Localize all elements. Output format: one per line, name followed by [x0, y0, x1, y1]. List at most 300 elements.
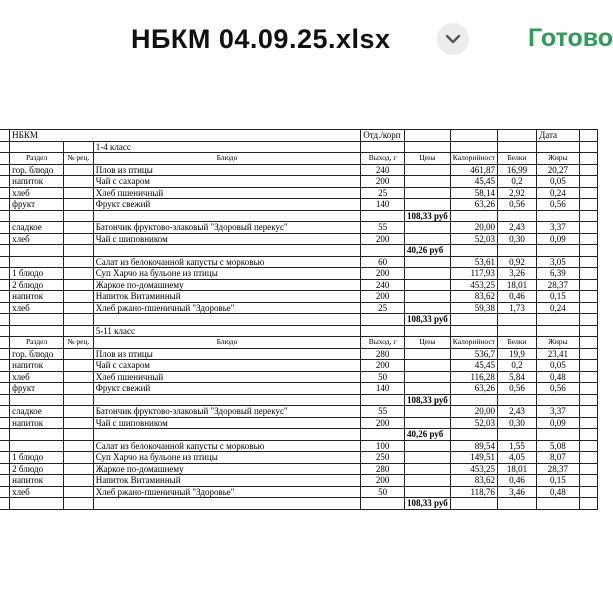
dish-cell[interactable]: Хлеб ржано-пшеничный "Здоровье" — [93, 486, 360, 498]
table-cell[interactable] — [64, 245, 94, 257]
table-cell[interactable] — [579, 176, 597, 188]
table-cell[interactable] — [537, 429, 580, 441]
calories-cell[interactable]: 45,45 — [450, 176, 497, 188]
table-cell[interactable] — [93, 210, 360, 222]
yield-cell[interactable]: 200 — [361, 176, 405, 188]
protein-cell[interactable]: 3,46 — [497, 486, 536, 498]
protein-cell[interactable]: 0,2 — [497, 176, 536, 188]
section-cell[interactable]: гор. блюдо — [10, 164, 64, 176]
column-header[interactable]: № рец. — [64, 153, 94, 165]
table-cell[interactable] — [405, 463, 451, 475]
calories-cell[interactable]: 117,93 — [450, 268, 497, 280]
table-cell[interactable] — [10, 429, 64, 441]
table-cell[interactable] — [0, 394, 10, 406]
table-cell[interactable] — [405, 325, 451, 337]
protein-cell[interactable]: 2,43 — [497, 222, 536, 234]
table-cell[interactable] — [579, 279, 597, 291]
section-cell[interactable]: хлеб — [10, 187, 64, 199]
org-cell[interactable]: НБКМ — [10, 130, 361, 142]
table-cell[interactable] — [64, 463, 94, 475]
table-cell[interactable] — [579, 245, 597, 257]
dish-cell[interactable]: Плов из птицы — [93, 348, 360, 360]
table-cell[interactable] — [64, 360, 94, 372]
table-cell[interactable] — [64, 383, 94, 395]
table-cell[interactable] — [0, 348, 10, 360]
table-cell[interactable] — [579, 337, 597, 349]
table-cell[interactable] — [537, 394, 580, 406]
table-cell[interactable] — [0, 498, 10, 510]
table-cell[interactable] — [450, 141, 497, 153]
calories-cell[interactable]: 52,03 — [450, 233, 497, 245]
table-cell[interactable] — [579, 291, 597, 303]
table-cell[interactable] — [10, 210, 64, 222]
table-cell[interactable] — [10, 245, 64, 257]
table-cell[interactable] — [10, 325, 64, 337]
spreadsheet-view[interactable] — [0, 78, 600, 600]
table-cell[interactable] — [0, 164, 10, 176]
fat-cell[interactable]: 5,08 — [537, 440, 580, 452]
table-cell[interactable] — [497, 314, 536, 326]
table-cell[interactable] — [537, 210, 580, 222]
column-header[interactable]: Раздел — [10, 337, 64, 349]
table-cell[interactable] — [405, 440, 451, 452]
table-cell[interactable] — [361, 429, 405, 441]
table-cell[interactable] — [64, 256, 94, 268]
dish-cell[interactable]: Чай с шиповником — [93, 233, 360, 245]
table-cell[interactable] — [0, 302, 10, 314]
table-cell[interactable] — [579, 187, 597, 199]
yield-cell[interactable]: 50 — [361, 486, 405, 498]
column-header[interactable]: Жиры — [537, 153, 580, 165]
table-cell[interactable] — [405, 141, 451, 153]
section-cell[interactable]: хлеб — [10, 486, 64, 498]
section-cell[interactable]: напиток — [10, 360, 64, 372]
protein-cell[interactable]: 0,56 — [497, 383, 536, 395]
table-cell[interactable] — [0, 325, 10, 337]
table-cell[interactable] — [64, 325, 94, 337]
calories-cell[interactable]: 149,51 — [450, 452, 497, 464]
table-cell[interactable] — [64, 486, 94, 498]
table-cell[interactable] — [93, 394, 360, 406]
fat-cell[interactable]: 0,05 — [537, 176, 580, 188]
table-cell[interactable] — [405, 302, 451, 314]
table-cell[interactable] — [0, 187, 10, 199]
yield-cell[interactable]: 200 — [361, 417, 405, 429]
calories-cell[interactable]: 89,54 — [450, 440, 497, 452]
table-cell[interactable] — [405, 452, 451, 464]
table-cell[interactable] — [405, 406, 451, 418]
table-cell[interactable] — [0, 245, 10, 257]
fat-cell[interactable]: 0,15 — [537, 475, 580, 487]
dish-cell[interactable]: Фрукт свежий — [93, 383, 360, 395]
table-cell[interactable] — [64, 279, 94, 291]
fat-cell[interactable]: 6,39 — [537, 268, 580, 280]
dish-cell[interactable]: Напиток Витаминный — [93, 291, 360, 303]
table-cell[interactable] — [537, 245, 580, 257]
table-cell[interactable] — [579, 463, 597, 475]
table-cell[interactable] — [93, 314, 360, 326]
fat-cell[interactable]: 0,09 — [537, 233, 580, 245]
section-cell[interactable]: напиток — [10, 475, 64, 487]
dish-cell[interactable]: Хлеб пшеничный — [93, 371, 360, 383]
table-cell[interactable] — [579, 383, 597, 395]
protein-cell[interactable]: 3,26 — [497, 268, 536, 280]
column-header[interactable]: Белки — [497, 337, 536, 349]
yield-cell[interactable]: 280 — [361, 348, 405, 360]
table-cell[interactable] — [361, 498, 405, 510]
table-cell[interactable] — [537, 498, 580, 510]
dish-cell[interactable]: Суп Харчо на бульоне из птицы — [93, 452, 360, 464]
table-cell[interactable] — [450, 394, 497, 406]
calories-cell[interactable]: 536,7 — [450, 348, 497, 360]
table-cell[interactable] — [579, 314, 597, 326]
protein-cell[interactable]: 16,99 — [497, 164, 536, 176]
table-cell[interactable] — [361, 394, 405, 406]
table-cell[interactable] — [537, 314, 580, 326]
table-cell[interactable] — [579, 371, 597, 383]
protein-cell[interactable]: 2,92 — [497, 187, 536, 199]
table-cell[interactable] — [450, 210, 497, 222]
section-cell[interactable]: напиток — [10, 291, 64, 303]
calories-cell[interactable]: 453,25 — [450, 279, 497, 291]
calories-cell[interactable]: 116,28 — [450, 371, 497, 383]
table-cell[interactable] — [579, 233, 597, 245]
table-cell[interactable] — [497, 141, 536, 153]
dish-cell[interactable]: Хлеб пшеничный — [93, 187, 360, 199]
table-cell[interactable] — [93, 498, 360, 510]
table-cell[interactable] — [579, 153, 597, 165]
fat-cell[interactable]: 0,09 — [537, 417, 580, 429]
table-cell[interactable] — [405, 486, 451, 498]
table-cell[interactable] — [0, 337, 10, 349]
table-cell[interactable] — [10, 141, 64, 153]
table-cell[interactable] — [405, 383, 451, 395]
table-cell[interactable] — [405, 256, 451, 268]
dish-cell[interactable]: Чай с шиповником — [93, 417, 360, 429]
table-cell[interactable] — [64, 371, 94, 383]
table-cell[interactable] — [64, 475, 94, 487]
table-cell[interactable] — [0, 440, 10, 452]
protein-cell[interactable]: 0,30 — [497, 417, 536, 429]
fat-cell[interactable]: 0,05 — [537, 360, 580, 372]
table-cell[interactable] — [579, 164, 597, 176]
fat-cell[interactable]: 0,48 — [537, 486, 580, 498]
table-cell[interactable] — [64, 348, 94, 360]
yield-cell[interactable]: 140 — [361, 199, 405, 211]
fat-cell[interactable]: 28,37 — [537, 279, 580, 291]
table-cell[interactable] — [64, 187, 94, 199]
table-cell[interactable] — [0, 314, 10, 326]
calories-cell[interactable]: 20,00 — [450, 406, 497, 418]
table-cell[interactable] — [579, 199, 597, 211]
fat-cell[interactable]: 8,07 — [537, 452, 580, 464]
fat-cell[interactable]: 3,37 — [537, 222, 580, 234]
table-cell[interactable] — [0, 222, 10, 234]
calories-cell[interactable]: 53,61 — [450, 256, 497, 268]
table-cell[interactable] — [0, 486, 10, 498]
dish-cell[interactable]: Жаркое по-домашнему — [93, 279, 360, 291]
table-cell[interactable] — [64, 302, 94, 314]
class-label-cell[interactable]: 5-11 класс — [93, 325, 360, 337]
table-cell[interactable] — [64, 210, 94, 222]
table-cell[interactable] — [0, 153, 10, 165]
fat-cell[interactable]: 3,37 — [537, 406, 580, 418]
table-cell[interactable] — [579, 302, 597, 314]
table-cell[interactable] — [10, 498, 64, 510]
table-cell[interactable] — [450, 130, 497, 142]
protein-cell[interactable]: 0,46 — [497, 475, 536, 487]
section-cell[interactable]: гор. блюдо — [10, 348, 64, 360]
table-cell[interactable] — [93, 245, 360, 257]
table-cell[interactable] — [579, 268, 597, 280]
yield-cell[interactable]: 140 — [361, 383, 405, 395]
table-cell[interactable] — [0, 475, 10, 487]
fat-cell[interactable]: 28,37 — [537, 463, 580, 475]
table-cell[interactable] — [0, 141, 10, 153]
yield-cell[interactable]: 25 — [361, 187, 405, 199]
table-cell[interactable] — [0, 383, 10, 395]
dish-cell[interactable]: Суп Харчо на бульоне из птицы — [93, 268, 360, 280]
table-cell[interactable] — [64, 498, 94, 510]
calories-cell[interactable]: 59,38 — [450, 302, 497, 314]
calories-cell[interactable]: 453,25 — [450, 463, 497, 475]
table-cell[interactable] — [579, 429, 597, 441]
calories-cell[interactable]: 63,26 — [450, 199, 497, 211]
fat-cell[interactable]: 0,56 — [537, 199, 580, 211]
calories-cell[interactable]: 63,26 — [450, 383, 497, 395]
protein-cell[interactable]: 18,01 — [497, 279, 536, 291]
dish-cell[interactable]: Батончик фруктово-злаковый "Здоровый перекус" — [93, 406, 360, 418]
protein-cell[interactable]: 0,46 — [497, 291, 536, 303]
table-cell[interactable] — [579, 452, 597, 464]
table-cell[interactable] — [361, 141, 405, 153]
table-cell[interactable] — [497, 245, 536, 257]
table-cell[interactable] — [361, 210, 405, 222]
dept-label-cell[interactable]: Отд./корп — [361, 130, 405, 142]
table-cell[interactable] — [0, 406, 10, 418]
table-cell[interactable] — [497, 130, 536, 142]
table-cell[interactable] — [497, 325, 536, 337]
column-header[interactable]: Выход, г — [361, 153, 405, 165]
yield-cell[interactable]: 200 — [361, 475, 405, 487]
protein-cell[interactable]: 0,2 — [497, 360, 536, 372]
table-cell[interactable] — [579, 475, 597, 487]
table-cell[interactable] — [64, 440, 94, 452]
table-cell[interactable] — [64, 452, 94, 464]
table-cell[interactable] — [361, 245, 405, 257]
fat-cell[interactable]: 0,48 — [537, 371, 580, 383]
fat-cell[interactable]: 20,27 — [537, 164, 580, 176]
yield-cell[interactable]: 200 — [361, 360, 405, 372]
table-cell[interactable] — [579, 417, 597, 429]
fat-cell[interactable]: 0,56 — [537, 383, 580, 395]
price-total-cell[interactable]: 108,33 руб — [405, 394, 451, 406]
section-cell[interactable]: фрукт — [10, 383, 64, 395]
table-cell[interactable] — [405, 360, 451, 372]
table-cell[interactable] — [579, 130, 597, 142]
table-cell[interactable] — [405, 222, 451, 234]
table-cell[interactable] — [537, 325, 580, 337]
table-cell[interactable] — [450, 314, 497, 326]
section-cell[interactable]: хлеб — [10, 371, 64, 383]
dish-cell[interactable]: Батончик фруктово-злаковый "Здоровый перекус" — [93, 222, 360, 234]
column-header[interactable]: Калорийност — [450, 153, 497, 165]
table-cell[interactable] — [0, 417, 10, 429]
table-cell[interactable] — [10, 314, 64, 326]
dish-cell[interactable]: Напиток Витаминный — [93, 475, 360, 487]
calories-cell[interactable]: 118,76 — [450, 486, 497, 498]
table-cell[interactable] — [579, 394, 597, 406]
price-total-cell[interactable]: 108,33 руб — [405, 210, 451, 222]
table-cell[interactable] — [64, 199, 94, 211]
table-cell[interactable] — [64, 268, 94, 280]
fat-cell[interactable]: 0,24 — [537, 187, 580, 199]
table-cell[interactable] — [361, 314, 405, 326]
table-cell[interactable] — [497, 210, 536, 222]
calories-cell[interactable]: 58,14 — [450, 187, 497, 199]
table-cell[interactable] — [93, 429, 360, 441]
table-cell[interactable] — [497, 429, 536, 441]
dish-cell[interactable]: Жаркое по-домашнему — [93, 463, 360, 475]
section-cell[interactable]: сладкое — [10, 406, 64, 418]
table-cell[interactable] — [0, 199, 10, 211]
table-cell[interactable] — [64, 222, 94, 234]
fat-cell[interactable]: 0,24 — [537, 302, 580, 314]
column-header[interactable]: Раздел — [10, 153, 64, 165]
file-title[interactable]: НБКМ 04.09.25.xlsx — [131, 24, 391, 54]
protein-cell[interactable]: 4,05 — [497, 452, 536, 464]
column-header[interactable]: Жиры — [537, 337, 580, 349]
table-cell[interactable] — [579, 222, 597, 234]
column-header[interactable]: Блюдо — [93, 153, 360, 165]
price-total-cell[interactable]: 40,26 руб — [405, 245, 451, 257]
table-cell[interactable] — [0, 268, 10, 280]
protein-cell[interactable]: 0,30 — [497, 233, 536, 245]
table-cell[interactable] — [0, 279, 10, 291]
column-header[interactable]: Калорийност — [450, 337, 497, 349]
section-cell[interactable]: 1 блюдо — [10, 452, 64, 464]
table-cell[interactable] — [0, 463, 10, 475]
table-cell[interactable] — [64, 314, 94, 326]
calories-cell[interactable]: 461,87 — [450, 164, 497, 176]
yield-cell[interactable]: 55 — [361, 406, 405, 418]
table-cell[interactable] — [0, 130, 10, 142]
table-cell[interactable] — [405, 279, 451, 291]
price-total-cell[interactable]: 40,26 руб — [405, 429, 451, 441]
dish-cell[interactable]: Фрукт свежий — [93, 199, 360, 211]
yield-cell[interactable]: 240 — [361, 164, 405, 176]
column-header[interactable]: № рец. — [64, 337, 94, 349]
table-cell[interactable] — [405, 417, 451, 429]
table-cell[interactable] — [64, 291, 94, 303]
protein-cell[interactable]: 1,73 — [497, 302, 536, 314]
table-cell[interactable] — [64, 429, 94, 441]
table-cell[interactable] — [405, 176, 451, 188]
table-cell[interactable] — [579, 360, 597, 372]
dish-cell[interactable]: Хлеб ржано-пшеничный "Здоровье" — [93, 302, 360, 314]
yield-cell[interactable]: 200 — [361, 268, 405, 280]
table-cell[interactable] — [0, 360, 10, 372]
table-cell[interactable] — [64, 406, 94, 418]
column-header[interactable]: Цена — [405, 337, 451, 349]
section-cell[interactable]: хлеб — [10, 302, 64, 314]
protein-cell[interactable]: 19,9 — [497, 348, 536, 360]
done-button[interactable]: Готово — [528, 24, 613, 52]
yield-cell[interactable]: 200 — [361, 291, 405, 303]
table-cell[interactable] — [0, 210, 10, 222]
table-cell[interactable] — [361, 325, 405, 337]
yield-cell[interactable]: 240 — [361, 279, 405, 291]
section-cell[interactable] — [10, 256, 64, 268]
table-cell[interactable] — [450, 429, 497, 441]
dish-cell[interactable]: Салат из белокочанной капусты с морковью — [93, 256, 360, 268]
table-cell[interactable] — [405, 130, 451, 142]
table-cell[interactable] — [497, 498, 536, 510]
table-cell[interactable] — [579, 498, 597, 510]
section-cell[interactable]: напиток — [10, 176, 64, 188]
dish-cell[interactable]: Чай с сахаром — [93, 176, 360, 188]
dish-cell[interactable]: Салат из белокочанной капусты с морковью — [93, 440, 360, 452]
section-cell[interactable]: сладкое — [10, 222, 64, 234]
section-cell[interactable]: 1 блюдо — [10, 268, 64, 280]
table-cell[interactable] — [0, 256, 10, 268]
table-cell[interactable] — [537, 141, 580, 153]
table-cell[interactable] — [405, 164, 451, 176]
section-cell[interactable]: напиток — [10, 417, 64, 429]
column-header[interactable]: Блюдо — [93, 337, 360, 349]
class-label-cell[interactable]: 1-4 класс — [93, 141, 360, 153]
table-cell[interactable] — [405, 475, 451, 487]
table-cell[interactable] — [579, 256, 597, 268]
table-cell[interactable] — [64, 394, 94, 406]
yield-cell[interactable]: 55 — [361, 222, 405, 234]
calories-cell[interactable]: 45,45 — [450, 360, 497, 372]
section-cell[interactable]: фрукт — [10, 199, 64, 211]
calories-cell[interactable]: 83,62 — [450, 291, 497, 303]
table-cell[interactable] — [579, 440, 597, 452]
yield-cell[interactable]: 250 — [361, 452, 405, 464]
table-cell[interactable] — [0, 233, 10, 245]
table-cell[interactable] — [579, 210, 597, 222]
yield-cell[interactable]: 60 — [361, 256, 405, 268]
table-cell[interactable] — [405, 291, 451, 303]
table-cell[interactable] — [405, 268, 451, 280]
section-cell[interactable] — [10, 440, 64, 452]
section-cell[interactable]: хлеб — [10, 233, 64, 245]
table-cell[interactable] — [0, 429, 10, 441]
table-cell[interactable] — [64, 176, 94, 188]
table-cell[interactable] — [405, 233, 451, 245]
calories-cell[interactable]: 52,03 — [450, 417, 497, 429]
protein-cell[interactable]: 1,55 — [497, 440, 536, 452]
protein-cell[interactable]: 5,84 — [497, 371, 536, 383]
column-header[interactable]: Цена — [405, 153, 451, 165]
protein-cell[interactable]: 0,56 — [497, 199, 536, 211]
price-total-cell[interactable]: 108,33 руб — [405, 498, 451, 510]
table-cell[interactable] — [497, 394, 536, 406]
fat-cell[interactable]: 23,41 — [537, 348, 580, 360]
price-total-cell[interactable]: 108,33 руб — [405, 314, 451, 326]
table-cell[interactable] — [405, 187, 451, 199]
dish-cell[interactable]: Чай с сахаром — [93, 360, 360, 372]
yield-cell[interactable]: 280 — [361, 463, 405, 475]
table-cell[interactable] — [0, 291, 10, 303]
table-cell[interactable] — [579, 141, 597, 153]
protein-cell[interactable]: 18,01 — [497, 463, 536, 475]
table-cell[interactable] — [579, 486, 597, 498]
table-cell[interactable] — [64, 164, 94, 176]
yield-cell[interactable]: 200 — [361, 233, 405, 245]
